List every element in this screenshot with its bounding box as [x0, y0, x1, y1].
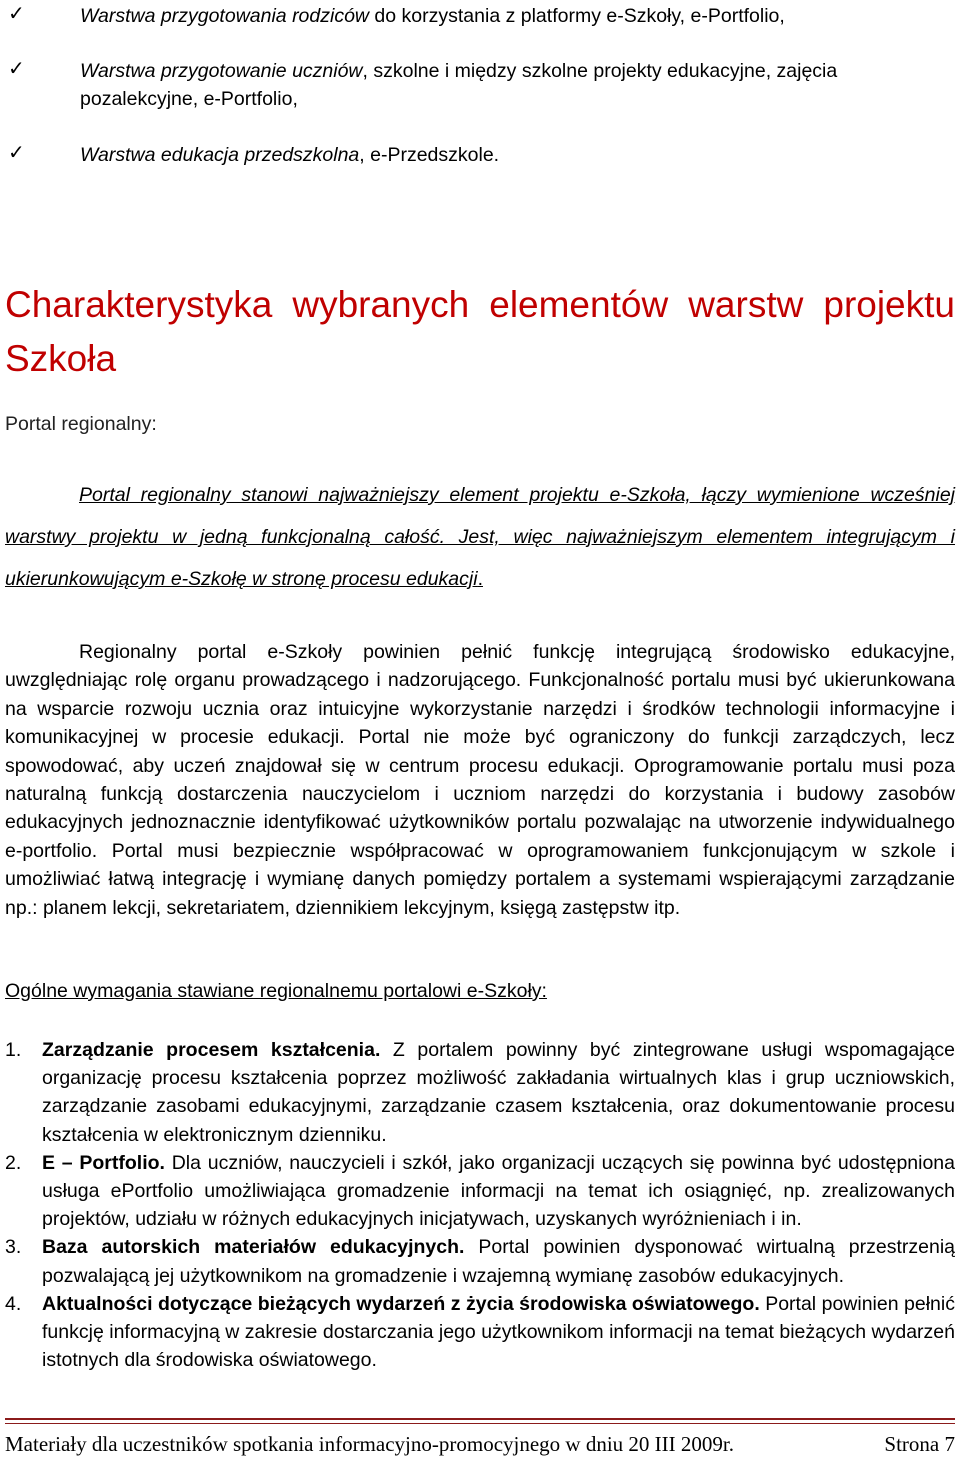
section-title: Charakterystyka wybranych elementów warstw projektu Szkoła [5, 284, 955, 379]
list-item-text: Portal powinien pełnić funkcję informacyjną w zakresie dostarczania jego użytkownikom informacji na temat bieżących wydarzeń istotnych dla środowiska oświatowego. [42, 1292, 955, 1372]
footer-rule-thin [5, 1423, 955, 1424]
list-item [5, 1290, 955, 1375]
check-item-italic: Warstwa edukacja przedszkolna [80, 144, 360, 166]
check-item-italic: Warstwa przygotowania rodziców [80, 5, 370, 27]
list-item-bold: E – Portfolio. [42, 1151, 165, 1174]
check-item-text: , szkolne i między szkolne projekty edukacyjne, zajęcia pozalekcyjne, e-Portfolio, [80, 60, 838, 110]
list-item-text: Dla uczniów, nauczycieli i szkół, jako organizacji uczących się powinna być udostępniona usługa ePortfolio umożliwiająca gromadzenie informacji na temat ich osiągnięć, np. zrealizowanych projektów, udziału w różnych edukacyjnych inicjatywach, uzyskanych wyróżnieniach i in. [42, 1151, 955, 1231]
requirements-heading: Ogólne wymagania stawiane regionalnemu portalowi e-Szkoły: [5, 980, 547, 1002]
list-item-bold: Baza autorskich materiałów edukacyjnych. [42, 1236, 465, 1259]
list-item-bold: Aktualności dotyczące bieżących wydarzeń z życia środowiska oświatowego. [42, 1292, 760, 1315]
footer-text: Materiały dla uczestników spotkania informacyjno-promocyjnego w dniu 20 III 2009r. [5, 1432, 734, 1456]
list-item [5, 1036, 955, 1149]
check-item-text: do korzystania z platformy e-Szkoły, e-Portfolio, [369, 5, 785, 27]
list-item [5, 1149, 955, 1234]
check-item-italic: Warstwa przygotowanie uczniów [80, 60, 363, 82]
intro-paragraph-text: Portal regionalny stanowi najważniejszy element projektu e-Szkoła, łączy wymienione wcześniej warstwy projektu w jedną funkcjonalną całość. Jest, więc najważniejszym elementem integrującym i ukierunkowującym e-Szkołę w stronę procesu edukacji [5, 484, 955, 590]
intro-paragraph [5, 474, 955, 600]
list-item-number: 2. [5, 1151, 22, 1174]
list-item-text: Portal powinien dysponować wirtualną przestrzenią pozwalającą jej użytkownikom na gromadzenie i wzajemną wymianę zasobów edukacyjnych. [42, 1236, 956, 1287]
check-item-text: , e-Przedszkole. [359, 144, 500, 166]
list-item-number: 3. [5, 1236, 22, 1259]
list-item [5, 1233, 955, 1289]
main-paragraph [5, 638, 955, 922]
check-mark-icon: ✓ [8, 56, 25, 80]
list-item-text: Z portalem powinny być zintegrowane usługi wspomagające organizację procesu kształcenia poprzez możliwość zakładania wirtualnych klas i grup uczniowskich, zarządzanie zasobami edukacyjnymi, zarządzanie czasem kształcenia, oraz dokumentowanie procesu kształcenia w elektronicznym dzienniku. [42, 1039, 955, 1146]
list-item-bold: Zarządzanie procesem kształcenia. [42, 1039, 381, 1061]
page-number: Strona 7 [884, 1432, 955, 1456]
page-footer [5, 1430, 955, 1458]
footer-rule-thick [5, 1418, 955, 1420]
list-item-number: 1. [5, 1039, 22, 1061]
intro-paragraph-end: . [477, 568, 483, 590]
portal-label: Portal regionalny: [5, 413, 157, 435]
requirements-list [5, 1036, 955, 1374]
check-mark-icon: ✓ [8, 1, 25, 25]
main-paragraph-text: Regionalny portal e-Szkoły powinien pełnić funkcję integrującą środowisko edukacyjne, uwzględniając rolę organu prowadzącego i nadzorującego. Funkcjonalność portalu musi być ukierunkowana na wsparcie rozwoju ucznia oraz intuicyjne wykorzystanie narzędzi i środków technologii informacyjne i komunikacyjnej w procesie edukacji. Portal nie może być ograniczony do funkcji zarządczych, lecz spowodować, aby uczeń znajdował się w centrum procesu edukacji. Oprogramowanie portalu musi poza naturalną funkcją dostarczenia nauczycielom i uczniom narzędzi do korzystania i budowy zasobów edukacyjnych jednoznacznie identyfikować użytkowników portalu pozwalając na utworzenie indywidualnego e-portfolio. Portal musi bezpiecznie współpracować w oprogramowaniem funkcjonującym w szkole i umożliwiać łatwą integrację i wymianę danych pomiędzy portalem a systemami wspierającymi zarządzanie np.: planem lekcji, sekretariatem, dziennikiem lekcyjnym, księgą zastępstw itp. [5, 641, 955, 919]
list-item-number: 4. [5, 1292, 22, 1315]
check-mark-icon: ✓ [8, 140, 25, 164]
